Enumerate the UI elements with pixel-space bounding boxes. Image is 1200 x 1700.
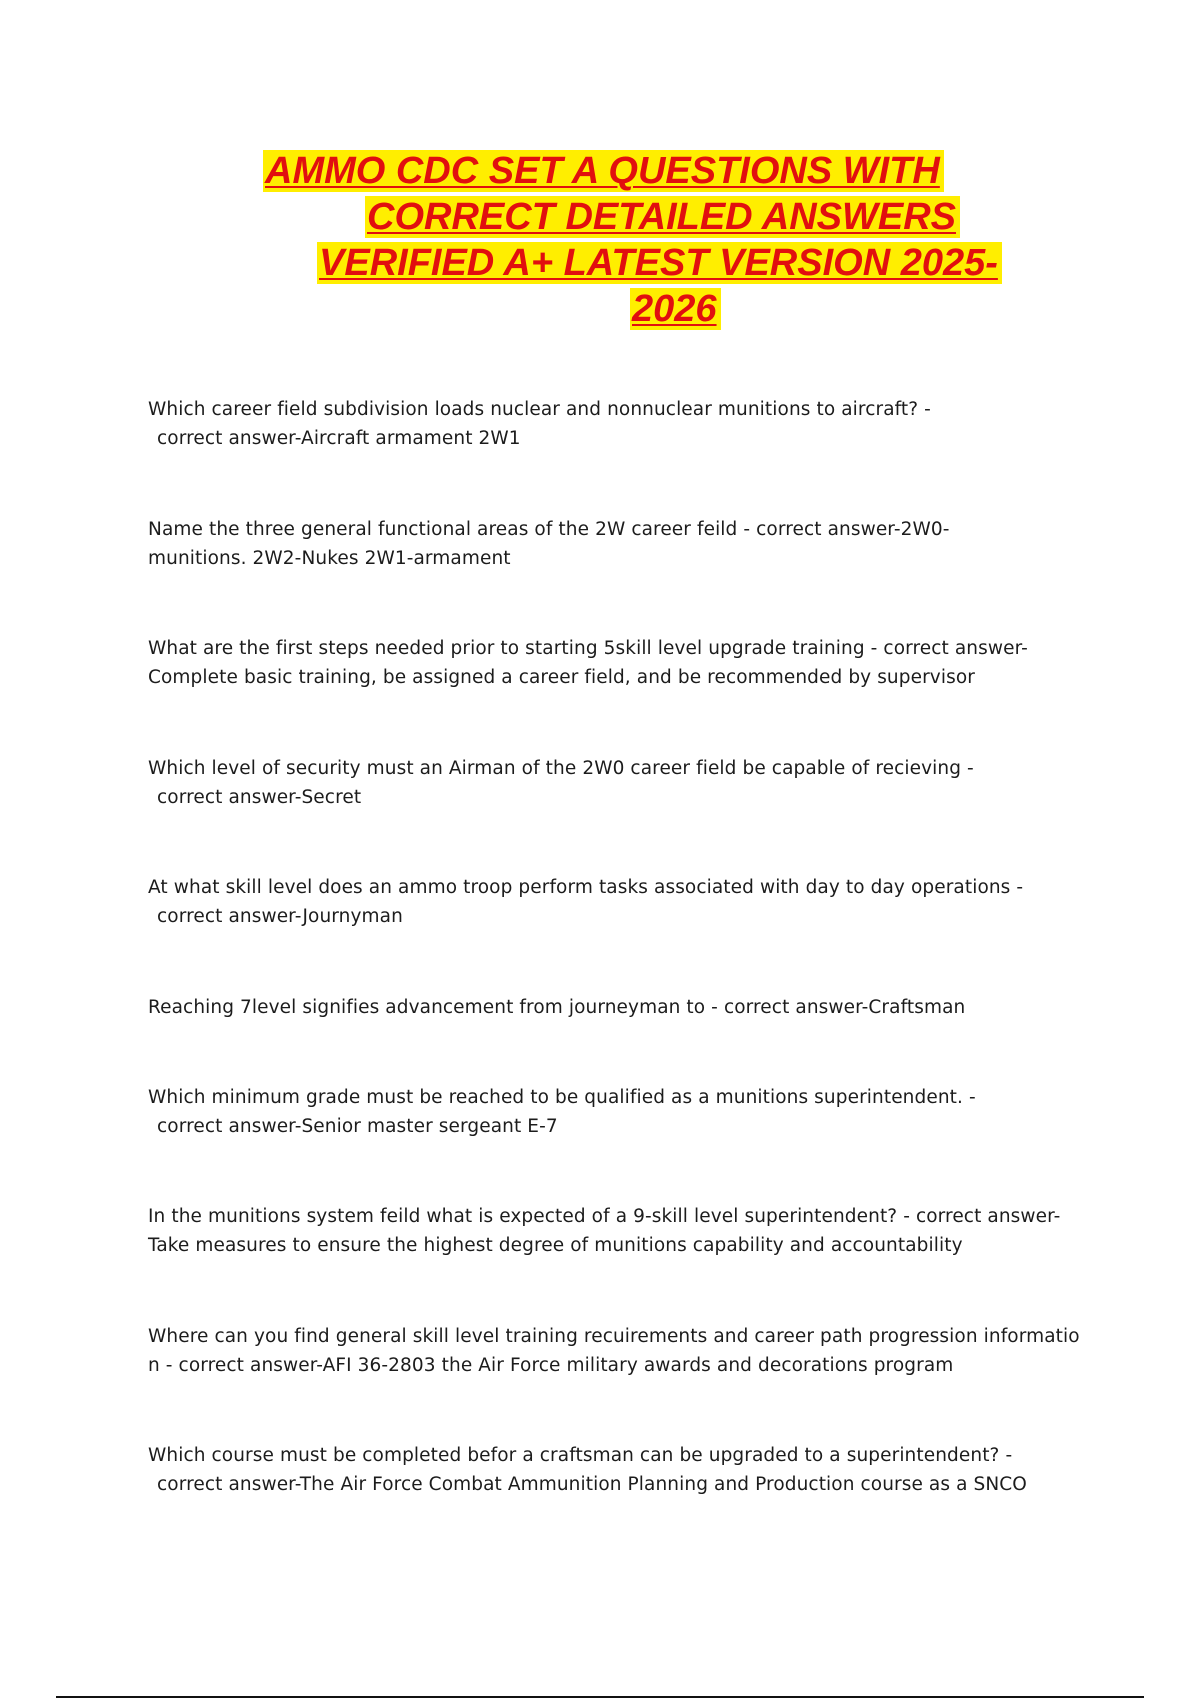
qa-line-2: correct answer-Aircraft armament 2W1 — [157, 428, 521, 449]
qa-line-2: Complete basic training, be assigned a career field, and be recommended by supervisor — [148, 667, 975, 688]
title-line-1: AMMO CDC SET A QUESTIONS WITH — [255, 148, 1045, 194]
qa-line-1: Reaching 7level signifies advancement from journeyman to - correct answer-Craftsman — [148, 997, 966, 1018]
title-line-2: CORRECT DETAILED ANSWERS — [255, 194, 1045, 240]
qa-item-9 — [148, 1322, 1098, 1380]
qa-line-1: Where can you find general skill level training recuirements and career path progression informatio — [148, 1326, 1080, 1347]
qa-line-1: Which level of security must an Airman of the 2W0 career field be capable of recieving - — [148, 758, 974, 779]
title-line-3: VERIFIED A+ LATEST VERSION 2025- — [255, 240, 1045, 286]
qa-line-1: Which course must be completed befor a craftsman can be upgraded to a superintendent? - — [148, 1445, 1013, 1466]
qa-item-2 — [148, 515, 1098, 573]
document-title — [255, 148, 1045, 332]
title-line-4: 2026 — [255, 286, 1045, 332]
qa-line-1: In the munitions system feild what is expected of a 9-skill level superintendent? - correct answer- — [148, 1206, 1061, 1227]
qa-line-1: Name the three general functional areas of the 2W career feild - correct answer-2W0- — [148, 519, 950, 540]
qa-line-2: correct answer-Journyman — [157, 906, 403, 927]
qa-line-1: Which career field subdivision loads nuclear and nonnuclear munitions to aircraft? - — [148, 399, 931, 420]
qa-line-1: At what skill level does an ammo troop perform tasks associated with day to day operations - — [148, 877, 1024, 898]
qa-item-4 — [148, 754, 1098, 812]
qa-line-1: What are the first steps needed prior to starting 5skill level upgrade training - correct answer- — [148, 638, 1028, 659]
qa-item-10 — [148, 1441, 1098, 1499]
bottom-divider — [56, 1696, 1144, 1698]
qa-line-2: n - correct answer-AFI 36-2803 the Air Force military awards and decorations program — [148, 1355, 954, 1376]
qa-item-6 — [148, 993, 1098, 1022]
qa-line-2: correct answer-The Air Force Combat Ammunition Planning and Production course as a SNCO — [157, 1474, 1027, 1495]
qa-line-2: munitions. 2W2-Nukes 2W1-armament — [148, 548, 511, 569]
qa-item-3 — [148, 634, 1098, 692]
qa-line-2: correct answer-Secret — [157, 787, 362, 808]
qa-item-5 — [148, 873, 1098, 931]
qa-line-1: Which minimum grade must be reached to be qualified as a munitions superintendent. - — [148, 1087, 976, 1108]
qa-line-2: correct answer-Senior master sergeant E-7 — [157, 1116, 558, 1137]
qa-line-2: Take measures to ensure the highest degree of munitions capability and accountability — [148, 1235, 963, 1256]
qa-item-1 — [148, 395, 1098, 453]
qa-item-8 — [148, 1202, 1098, 1260]
qa-item-7 — [148, 1083, 1098, 1141]
